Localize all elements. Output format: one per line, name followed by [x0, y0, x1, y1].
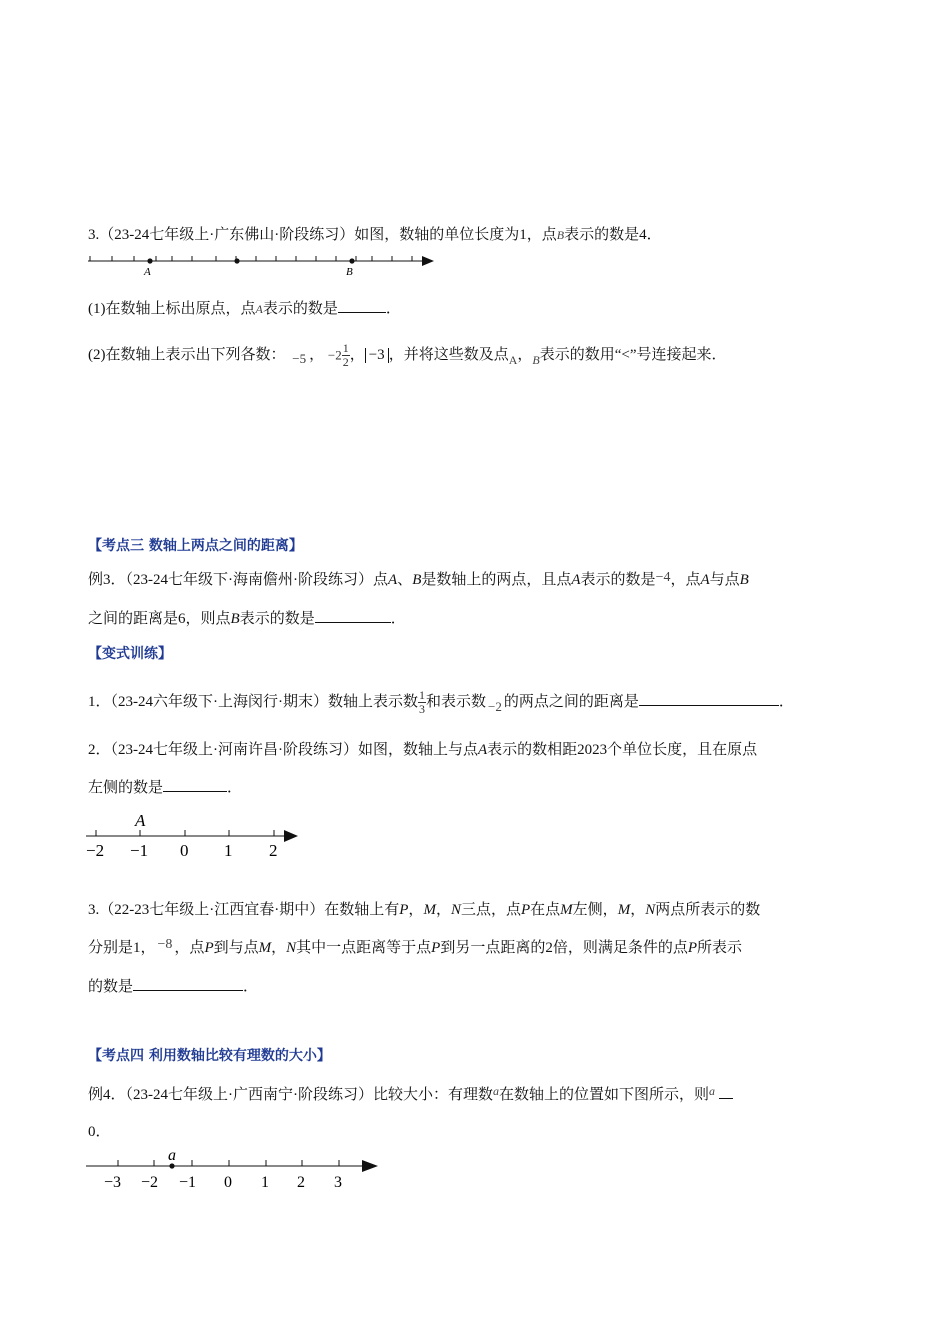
variant2-number-line	[84, 810, 314, 862]
example4-number-line	[84, 1146, 384, 1194]
middle-dot	[234, 258, 239, 263]
tick-label: 1	[224, 841, 233, 860]
answer-blank[interactable]	[133, 976, 243, 991]
variant3-line1: 3.（22-23七年级上·江西宜春·期中）在数轴上有P，M，N三点，点P在点M左侧，M，N两点所表示的数	[88, 902, 761, 918]
example4-line1: 例4．（23-24七年级上·广西南宁·阶段练习）比较大小：有理数$^a$在数轴上的位置如下图所示，则$^a$	[88, 1084, 733, 1105]
section4-heading: 【考点四 利用数轴比较有理数的大小】	[88, 1048, 331, 1064]
tick-label: 3	[334, 1174, 342, 1191]
axis-label-b: B	[346, 266, 353, 278]
tick-label: 2	[297, 1174, 305, 1191]
q3-stem: 3.（23-24七年级上·广东佛山·阶段练习）如图，数轴的单位长度为1，点B表示的数是4．	[88, 227, 662, 243]
tick-label: −1	[130, 841, 149, 860]
variant3-line3: 的数是 ．	[88, 976, 258, 997]
value-neg5: −5	[292, 351, 307, 366]
answer-blank[interactable]	[719, 1084, 733, 1099]
abs-neg3: −3	[365, 348, 389, 363]
variant1: 1．（23-24六年级下·上海闵行·期末）数轴上表示数 $\frac{1}{3}$ 和表示数 −2 的两点之间的距离是 ．	[88, 688, 794, 717]
tick-label: 0	[180, 841, 189, 860]
q3-number-line	[86, 250, 446, 278]
fraction-one-third: $\frac{1}{3}$	[419, 688, 425, 717]
tick-label: −2	[86, 841, 105, 860]
axis-label-a: A	[144, 266, 151, 278]
tick-label: −3	[104, 1174, 122, 1191]
answer-blank[interactable]	[338, 298, 386, 313]
variant2-line1: 2．（23-24七年级上·河南许昌·阶段练习）如图，数轴上与点A表示的数相距2023个单位长度，且在原点	[88, 742, 758, 758]
q3-part2: (2)在数轴上表示出下列各数： −5 ， −2 $\frac{1}{2}$ ， −3 ，并将这些数及点$_A$，$_B$表示的数用“<”号连接起来．	[88, 341, 727, 370]
point-a-dot	[169, 1163, 174, 1168]
example3-line2: 之间的距离是6，则点B表示的数是 ．	[88, 608, 406, 629]
value-neg2-half: −2 $\frac{1}{2}$	[327, 341, 349, 370]
q3-part1: (1)在数轴上标出原点，点A表示的数是 ．	[88, 298, 401, 319]
axis-point-a: A	[135, 811, 146, 830]
example4-line2: 0．	[88, 1124, 111, 1140]
example3-line1: 例3．（23-24七年级下·海南儋州·阶段练习）点A、B是数轴上的两点，且点A表示的数是−4，点A与点B	[88, 570, 749, 588]
answer-blank[interactable]	[163, 777, 227, 792]
point-b-dot	[349, 258, 354, 263]
tick-label: 2	[269, 841, 278, 860]
axis-point-a-label: a	[168, 1147, 176, 1164]
tick-label: −2	[141, 1174, 159, 1191]
variant2-line2: 左侧的数是 ．	[88, 777, 242, 798]
point-a-dot	[147, 258, 152, 263]
tick-label: 0	[224, 1174, 232, 1191]
section3-heading: 【考点三 数轴上两点之间的距离】	[88, 538, 303, 554]
variant-heading: 【变式训练】	[88, 646, 172, 662]
tick-label: 1	[261, 1174, 269, 1191]
point-b-label: B	[556, 228, 565, 242]
tick-label: −1	[179, 1174, 197, 1191]
variant3-line2: 分别是1， −8 ，点P到与点M，N其中一点距离等于点P到另一点距离的2倍，则满足条件的点P所表示	[88, 937, 743, 956]
answer-blank[interactable]	[639, 691, 779, 706]
answer-blank[interactable]	[315, 608, 391, 623]
